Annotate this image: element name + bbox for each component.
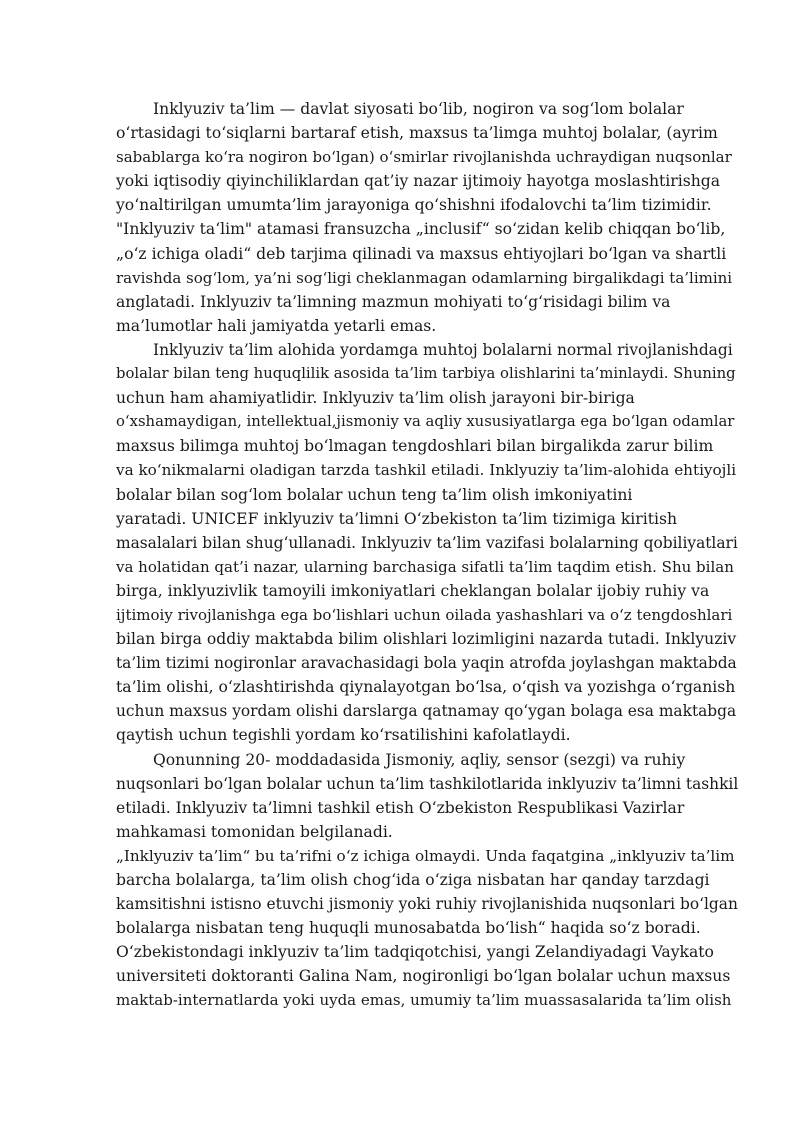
text-line: barcha bolalarga, ta’lim olish chog‘ida o‘ziga nisbatan har qanday tarzdagi — [116, 871, 710, 889]
text-line: mahkamasi tomonidan belgilanadi. — [116, 822, 393, 841]
text-line: ma’lumotlar hali jamiyatda yetarli emas. — [116, 316, 437, 335]
text-line: etiladi. Inklyuziv ta’limni tashkil etish O‘zbekiston Respublikasi Vazirlar — [116, 798, 685, 817]
text-line: bolalar bilan teng huquqlilik asosida ta’lim tarbiya olishlarini ta’minlaydi. Shuning — [116, 365, 736, 383]
text-line: maktab-internatlarda yoki uyda emas, umumiy ta’lim muassasalarida ta’lim olish — [116, 991, 732, 1010]
text-line: bilan birga oddiy maktabda bilim olishlari lozimligini nazarda tutadi. Inklyuziv — [116, 630, 737, 649]
text-line: ijtimoiy rivojlanishga ega bo‘lishlari uchun oilada yashashlari va o‘z tengdoshlari — [116, 605, 733, 624]
text-line: „o‘z ichiga oladi“ deb tarjima qilinadi va maxsus ehtiyojlari bo‘lgan va shartli — [116, 244, 727, 263]
text-line: ravishda sog‘lom, ya’ni sog‘ligi cheklanmagan odamlarning birgalikdagi ta’limini — [116, 268, 733, 287]
text-line: va ko‘nikmalarni oladigan tarzda tashkil etiladi. Inklyuziy ta’lim-alohida ehtiyojli — [116, 461, 737, 480]
text-line: kamsitishni istisno etuvchi jismoniy yoki ruhiy rivojlanishida nuqsonlari bo‘lgan — [116, 895, 738, 914]
text-line: bolalar bilan sog‘lom bolalar uchun teng ta’lim olish imkoniyatini — [116, 485, 633, 504]
text-line: "Inklyuziv ta‘lim" atamasi fransuzcha „inclusif“ so‘zidan kelib chiqqan bo‘lib, — [116, 220, 726, 239]
paragraph-first-line: Inklyuziv ta’lim alohida yordamga muhtoj bolalarni normal rivojlanishdagi — [153, 340, 733, 359]
text-line: uchun ham ahamiyatlidir. Inklyuziv ta’lim olish jarayoni bir-biriga — [116, 389, 635, 408]
text-line: qaytish uchun tegishli yordam ko‘rsatilishini kafolatlaydi. — [116, 726, 571, 745]
text-line: birga, inklyuzivlik tamoyili imkoniyatlari cheklangan bolalar ijobiy ruhiy va — [116, 581, 710, 600]
text-line: ta’lim tizimi nogironlar aravachasidagi bola yaqin atrofda joylashgan maktabda — [116, 654, 737, 673]
text-line: va holatidan qat’i nazar, ularning barchasiga sifatli ta’lim taqdim etish. Shu bilan — [116, 557, 734, 576]
text-line: ta’lim olishi, o‘zlashtirishda qiynalayotgan bo‘lsa, o‘qish va yozishga o‘rganish — [116, 678, 736, 697]
text-line: o‘rtasidagi to‘siqlarni bartaraf etish, maxsus ta’limga muhtoj bolalar, (ayrim — [116, 124, 718, 143]
text-line: maxsus bilimga muhtoj bo‘lmagan tengdoshlari bilan birgalikda zarur bilim — [116, 437, 714, 456]
text-line: universiteti doktoranti Galina Nam, nogironligi bo‘lgan bolalar uchun maxsus — [116, 967, 731, 986]
text-line: yoki iqtisodiy qiyinchiliklardan qat’iy nazar ijtimoiy hayotga moslashtirishga — [116, 172, 721, 191]
text-line: sabablarga ko‘ra nogiron bo‘lgan) o‘smirlar rivojlanishda uchraydigan nuqsonlar — [116, 148, 732, 167]
text-line: bolalarga nisbatan teng huquqli munosabatda bo‘lish“ haqida so‘z boradi. — [116, 919, 701, 938]
paragraph-first-line: Qonunning 20- moddadasida Jismoniy, aqliy, sensor (sezgi) va ruhiy — [153, 750, 686, 769]
text-line: nuqsonlari bo‘lgan bolalar uchun ta’lim tashkilotlarida inklyuziv ta’limni tashkil — [116, 774, 739, 793]
text-line: masalalari bilan shug‘ullanadi. Inklyuziv ta’lim vazifasi bolalarning qobiliyatlari — [116, 533, 738, 552]
paragraph-first-line: Inklyuziv ta’lim — davlat siyosati bo‘lib, nogiron va sog‘lom bolalar — [153, 100, 684, 118]
document-page — [116, 97, 738, 1013]
text-line: O‘zbekistondagi inklyuziv ta’lim tadqiqotchisi, yangi Zelandiyadagi Vaykato — [116, 943, 714, 962]
text-line: yo‘naltirilgan umumta’lim jarayoniga qo‘shishni ifodalovchi ta’lim tizimidir. — [116, 196, 712, 215]
text-line: o‘xshamaydigan, intellektual,jismoniy va aqliy xususiyatlarga ega bo‘lgan odamlar — [116, 413, 735, 431]
text-line: „Inklyuziv ta’lim“ bu ta’rifni o‘z ichiga olmaydi. Unda faqatgina „inklyuziv ta’lim — [116, 846, 735, 865]
text-line: anglatadi. Inklyuziv ta’limning mazmun mohiyati to‘g‘risidagi bilim va — [116, 292, 671, 311]
text-line: yaratadi. UNICEF inklyuziv ta’limni O‘zbekiston ta’lim tizimiga kiritish — [116, 509, 678, 528]
text-line: uchun maxsus yordam olishi darslarga qatnamay qo‘ygan bolaga esa maktabga — [116, 702, 737, 721]
